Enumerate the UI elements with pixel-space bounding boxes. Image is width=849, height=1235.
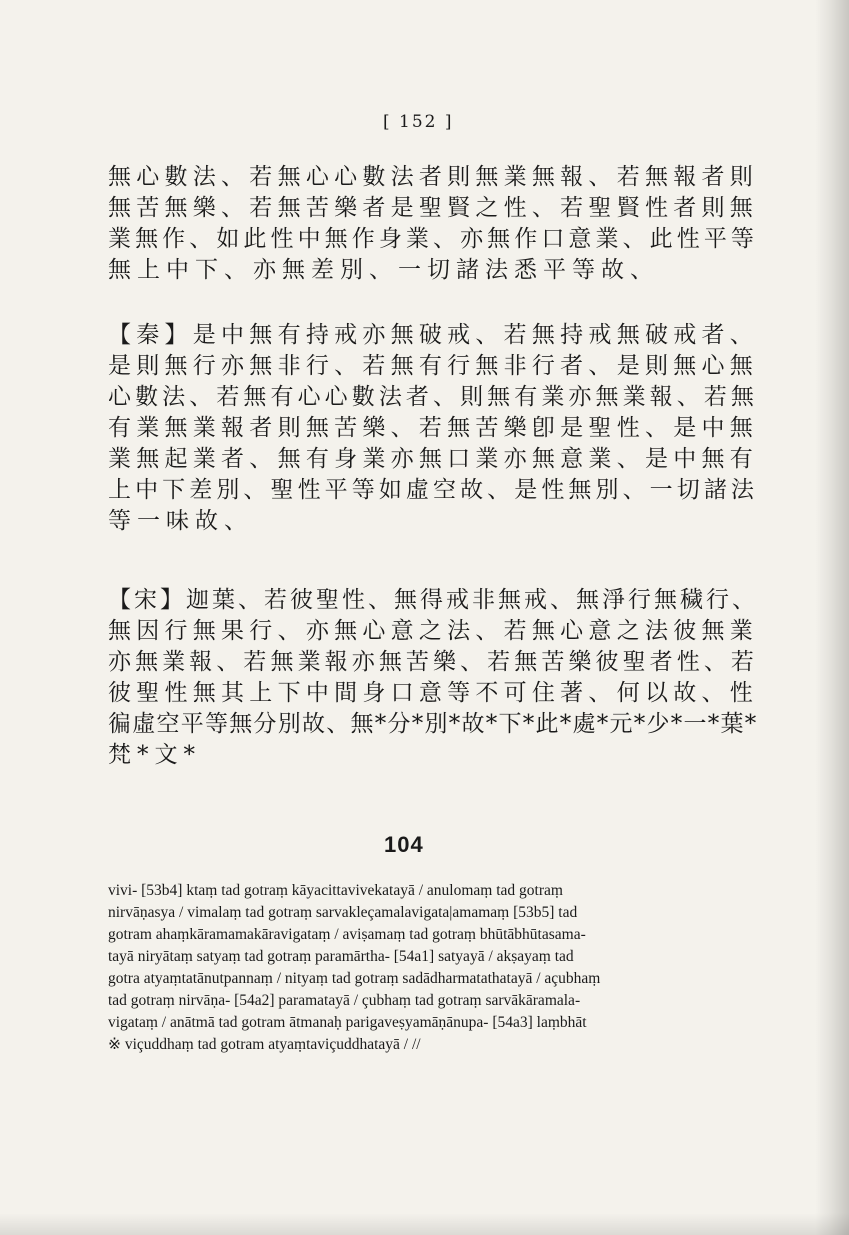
chinese-paragraph-1 <box>108 162 758 286</box>
chinese-paragraph-qin <box>108 320 758 537</box>
text-line: 梵*文* <box>108 742 201 768</box>
scan-shadow-bottom <box>0 1213 849 1235</box>
text-line: 有業無業報者則無苦樂、若無苦樂卽是聖性、是中無 <box>108 415 758 441</box>
text-line: gotram ahaṃkāramamakāravigataṃ / aviṣamaṃ tad gotraṃ bhūtābhūtasama- <box>108 926 586 943</box>
text-line: ※ viçuddhaṃ tad gotram atyaṃtaviçuddhatayā / // <box>108 1036 421 1053</box>
section-number: 104 <box>384 832 424 857</box>
text-line: 無上中下、亦無差別、一切諸法悉平等故、 <box>108 257 659 283</box>
text-line: 無苦無樂、若無苦樂者是聖賢之性、若聖賢性者則無 <box>108 195 758 221</box>
text-line: 業無起業者、無有身業亦無口業亦無意業、是中無有 <box>108 446 758 472</box>
text-line: vivi- [53b4] ktaṃ tad gotraṃ kāyacittavivekatayā / anulomaṃ tad gotraṃ <box>108 882 563 899</box>
chinese-paragraph-song <box>108 585 758 771</box>
text-line: 【宋】迦葉、若彼聖性、無得戒非無戒、無淨行無穢行、 <box>108 587 758 613</box>
text-line: 【秦】是中無有持戒亦無破戒、若無持戒無破戒者、 <box>108 322 758 348</box>
text-line: 彼聖性無其上下中間身口意等不可住著、何以故、性 <box>108 680 758 706</box>
text-line: 等一味故、 <box>108 508 253 534</box>
sanskrit-paragraph <box>108 880 758 1056</box>
text-line: gotra atyaṃtatānutpannaṃ / nityaṃ tad gotraṃ sadādharmatathatayā / açubhaṃ <box>108 970 601 987</box>
text-line: tayā niryātaṃ satyaṃ tad gotraṃ paramārtha- [54a1] satyayā / akṣayaṃ tad <box>108 948 574 965</box>
page-number: [ 152 ] <box>383 112 454 132</box>
text-line: 無因行無果行、亦無心意之法、若無心意之法彼無業 <box>108 618 758 644</box>
text-line: 心數法、若無有心心數法者、則無有業亦無業報、若無 <box>108 384 758 410</box>
text-line: 亦無業報、若無業報亦無苦樂、若無苦樂彼聖者性、若 <box>108 649 758 675</box>
text-line: 上中下差別、聖性平等如虛空故、是性無別、一切諸法 <box>108 477 758 503</box>
text-line: 是則無行亦無非行、若無有行無非行者、是則無心無 <box>108 353 758 379</box>
text-line: tad gotraṃ nirvāṇa- [54a2] paramatayā / çubhaṃ tad gotraṃ sarvākāramala- <box>108 992 581 1009</box>
text-line: 無心數法、若無心心數法者則無業無報、若無報者則 <box>108 164 758 190</box>
text-line: 業無作、如此性中無作身業、亦無作口意業、此性平等 <box>108 226 758 252</box>
text-line: 徧虛空平等無分別故、無*分*別*故*下*此*處*元*少*一*葉* <box>108 711 758 737</box>
text-line: vigataṃ / anātmā tad gotram ātmanaḥ parigaveṣyamāṇānupa- [54a3] laṃbhāt <box>108 1014 587 1031</box>
text-line: nirvāṇasya / vimalaṃ tad gotraṃ sarvakleçamalavigata|amamaṃ [53b5] tad <box>108 904 578 921</box>
scan-shadow-edge <box>815 0 849 1235</box>
